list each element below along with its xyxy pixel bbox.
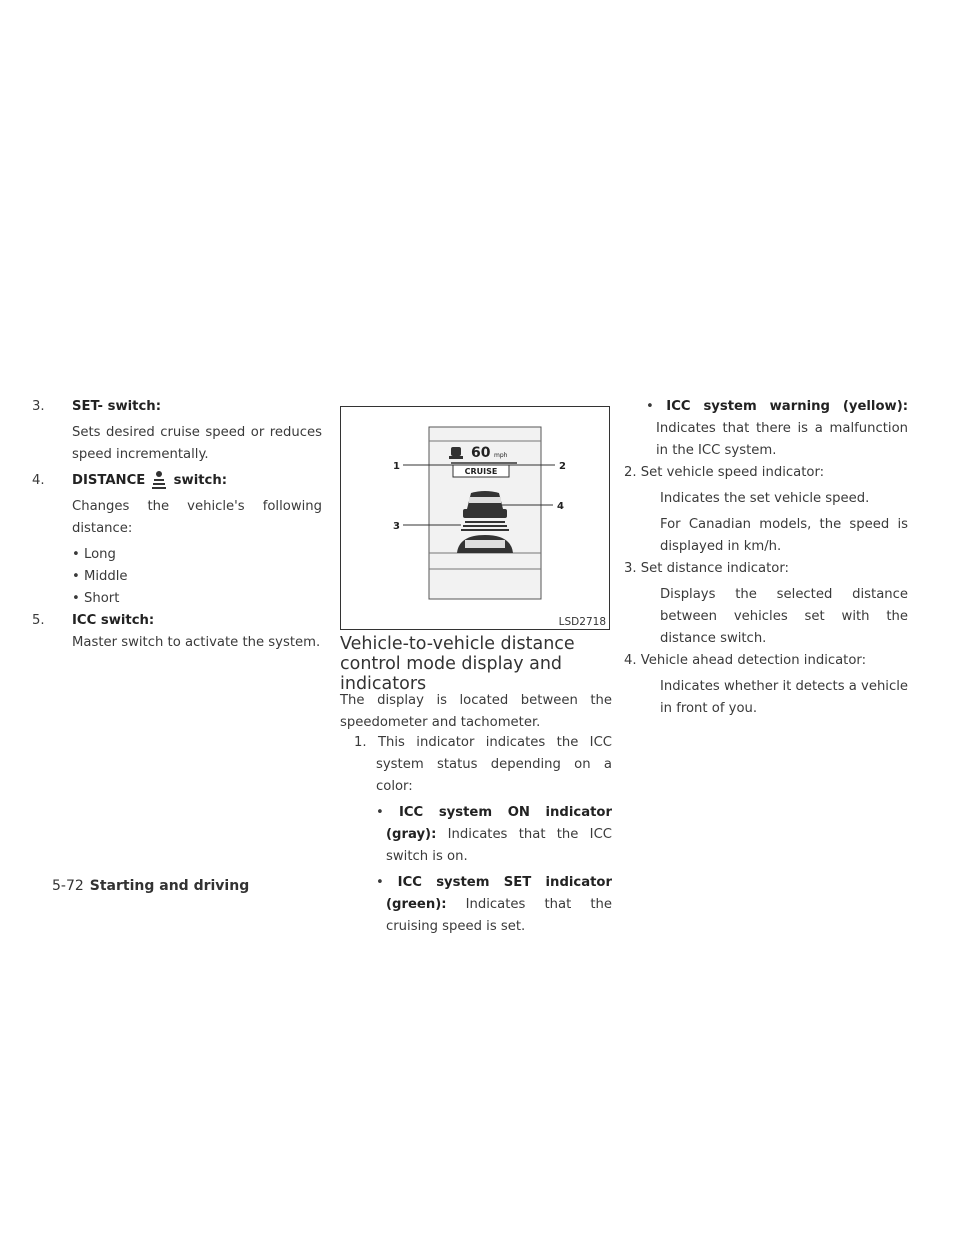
item-4-heading: 4. DISTANCE switch: xyxy=(52,470,322,492)
callout-3: 3 xyxy=(393,521,400,532)
page-footer xyxy=(52,876,249,896)
speed-unit: mph xyxy=(494,452,508,459)
bullet-warning-indicator: • ICC system warning (yellow): Indicates that there is a malfunction in the ICC system. xyxy=(646,399,908,458)
option-short: • Short xyxy=(72,591,120,606)
icc-display-figure xyxy=(340,406,610,630)
distance-icon xyxy=(149,470,169,490)
list-item-2-body-2: For Canadian models, the speed is displayed in km/h. xyxy=(660,517,908,554)
set-minus-switch-title: SET- switch: xyxy=(72,399,161,414)
list-item-3: 3. Set distance indicator: xyxy=(624,561,789,576)
icc-display-illustration xyxy=(341,407,609,629)
item-5-body: Master switch to activate the system. xyxy=(72,635,321,650)
bullet-set-indicator: • ICC system SET indicator (green): Indicates that the cruising speed is set. xyxy=(376,875,612,934)
list-item-4-body: Indicates whether it detects a vehicle in front of you. xyxy=(660,679,908,716)
option-long: • Long xyxy=(72,547,116,562)
cruise-label: CRUISE xyxy=(464,467,498,476)
icc-switch-title: ICC switch: xyxy=(72,613,155,628)
icc-status-icon xyxy=(449,447,463,459)
section-intro: The display is located between the speedometer and tachometer. xyxy=(340,693,612,730)
item-5-heading: 5. ICC switch: xyxy=(32,613,155,628)
option-middle: • Middle xyxy=(72,569,128,584)
list-item-4: 4. Vehicle ahead detection indicator: xyxy=(624,653,867,668)
indicator-list xyxy=(340,732,612,938)
section-heading: Vehicle-to-vehicle distance control mode display and indicators xyxy=(340,634,575,694)
page-number: 5-72 xyxy=(52,878,84,894)
list-item-1: 1. This indicator indicates the ICC system status depending on a color: xyxy=(354,735,612,794)
bullet-on-indicator: • ICC system ON indicator (gray): Indicates that the ICC switch is on. xyxy=(376,805,612,864)
callout-2: 2 xyxy=(559,461,566,472)
set-speed-value: 60 xyxy=(471,445,491,461)
item-3-body: Sets desired cruise speed or reduces speed incrementally. xyxy=(72,425,322,462)
callout-1: 1 xyxy=(393,461,400,472)
section-name: Starting and driving xyxy=(89,878,250,894)
list-item-2: 2. Set vehicle speed indicator: xyxy=(624,465,825,480)
item-3-heading: 3. SET- switch: xyxy=(32,399,161,414)
color-bullets xyxy=(340,802,612,938)
right-column xyxy=(616,396,908,720)
list-item-3-body: Displays the selected distance between vehicles set with the distance switch. xyxy=(660,587,908,646)
left-column xyxy=(32,396,322,654)
figure-code: LSD2718 xyxy=(558,616,606,628)
item-4-body: Changes the vehicle's following distance: xyxy=(72,499,322,536)
callout-4: 4 xyxy=(557,501,564,512)
list-item-2-body-1: Indicates the set vehicle speed. xyxy=(660,491,870,506)
